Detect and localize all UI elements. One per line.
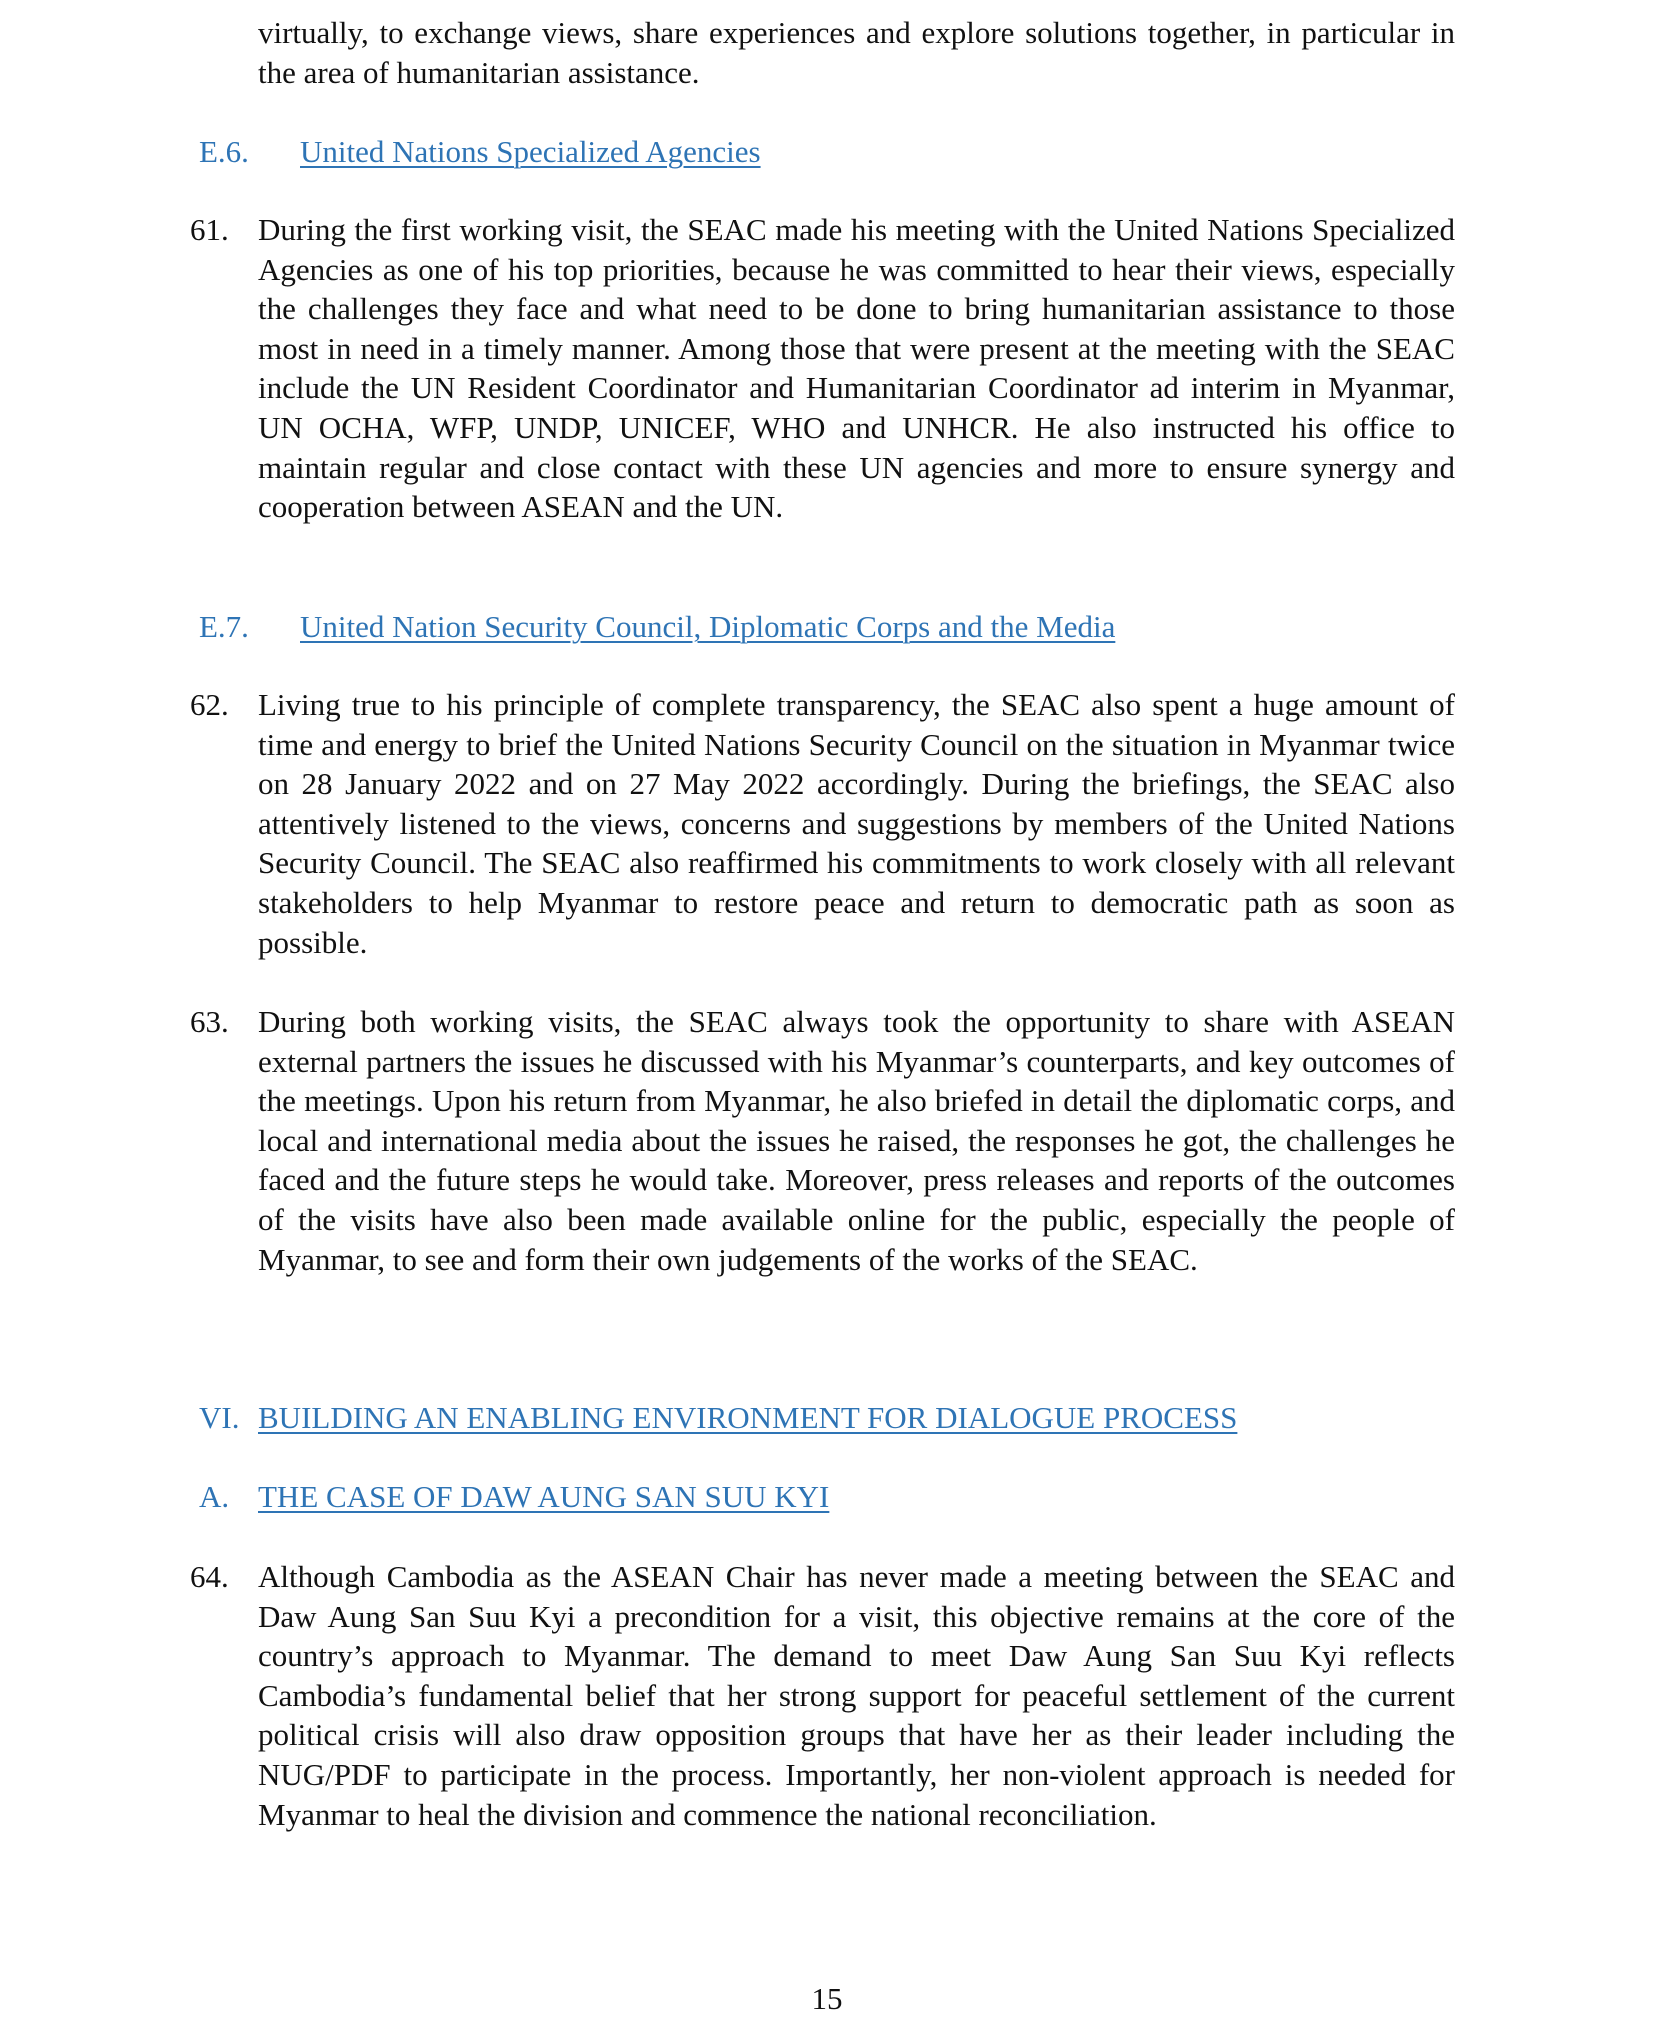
section-heading-a xyxy=(199,1477,829,1517)
paragraph-text: During both working visits, the SEAC always took the opportunity to share with ASEAN external partners the issues he discussed with his Myanmar’s counterparts, and key outcomes of the meetings. Upon his return from Myanmar, he also briefed in detail the diplomatic corps, and local and international media about the issues he raised, the responses he got, the challenges he faced and the future steps he would take. Moreover, press releases and reports of the outcomes of the visits have also been made available online for the public, especially the people of Myanmar, to see and form their own judgements of the works of the SEAC. xyxy=(258,1004,1455,1277)
section-heading-e7 xyxy=(199,607,1115,647)
section-title: THE CASE OF DAW AUNG SAN SUU KYI xyxy=(258,1479,830,1514)
paragraph-text: During the first working visit, the SEAC made his meeting with the United Nations Specialized Agencies as one of his top priorities, because he was committed to hear their views, especially the challenges they face and what need to be done to bring humanitarian assistance to those most in need in a timely manner. Among those that were present at the meeting with the SEAC include the UN Resident Coordinator and Humanitarian Coordinator ad interim in Myanmar, UN OCHA, WFP, UNDP, UNICEF, WHO and UNHCR. He also instructed his office to maintain regular and close contact with these UN agencies and more to ensure synergy and cooperation between ASEAN and the UN. xyxy=(258,212,1455,525)
section-title: BUILDING AN ENABLING ENVIRONMENT FOR DIALOGUE PROCESS xyxy=(258,1400,1238,1435)
paragraph-text: Living true to his principle of complete transparency, the SEAC also spent a huge amount of time and energy to brief the United Nations Security Council on the situation in Myanmar twice on 28 January 2022 and on 27 May 2022 accordingly. During the briefings, the SEAC also attentively listened to the views, concerns and suggestions by members of the United Nations Security Council. The SEAC also reaffirmed his commitments to work closely with all relevant stakeholders to help Myanmar to restore peace and return to democratic path as soon as possible. xyxy=(258,687,1455,960)
section-number: E.7. xyxy=(199,609,249,644)
section-heading-e6 xyxy=(199,132,761,172)
continuation-paragraph: virtually, to exchange views, share experiences and explore solutions together, in particular in the area of humanitarian assistance. xyxy=(258,15,1455,90)
section-title: United Nations Specialized Agencies xyxy=(300,134,761,169)
section-number: VI. xyxy=(199,1400,240,1435)
section-title: United Nation Security Council, Diplomatic Corps and the Media xyxy=(300,609,1116,644)
paragraph-number: 64. xyxy=(190,1559,229,1594)
paragraph-text: Although Cambodia as the ASEAN Chair has never made a meeting between the SEAC and Daw Aung San Suu Kyi a precondition for a visit, this objective remains at the core of the country’s approach to Myanmar. The demand to meet Daw Aung San Suu Kyi reflects Cambodia’s fundamental belief that her strong support for peaceful settlement of the current political crisis will also draw opposition groups that have her as their leader including the NUG/PDF to participate in the process. Importantly, her non-violent approach is needed for Myanmar to heal the division and commence the national reconciliation. xyxy=(258,1559,1455,1832)
section-number: E.6. xyxy=(199,134,249,169)
section-heading-vi xyxy=(199,1398,1237,1438)
page-number: 15 xyxy=(811,1981,843,2016)
paragraph-number: 63. xyxy=(190,1004,229,1039)
section-number: A. xyxy=(199,1479,230,1514)
paragraph-number: 62. xyxy=(190,687,229,722)
paragraph-number: 61. xyxy=(190,212,229,247)
